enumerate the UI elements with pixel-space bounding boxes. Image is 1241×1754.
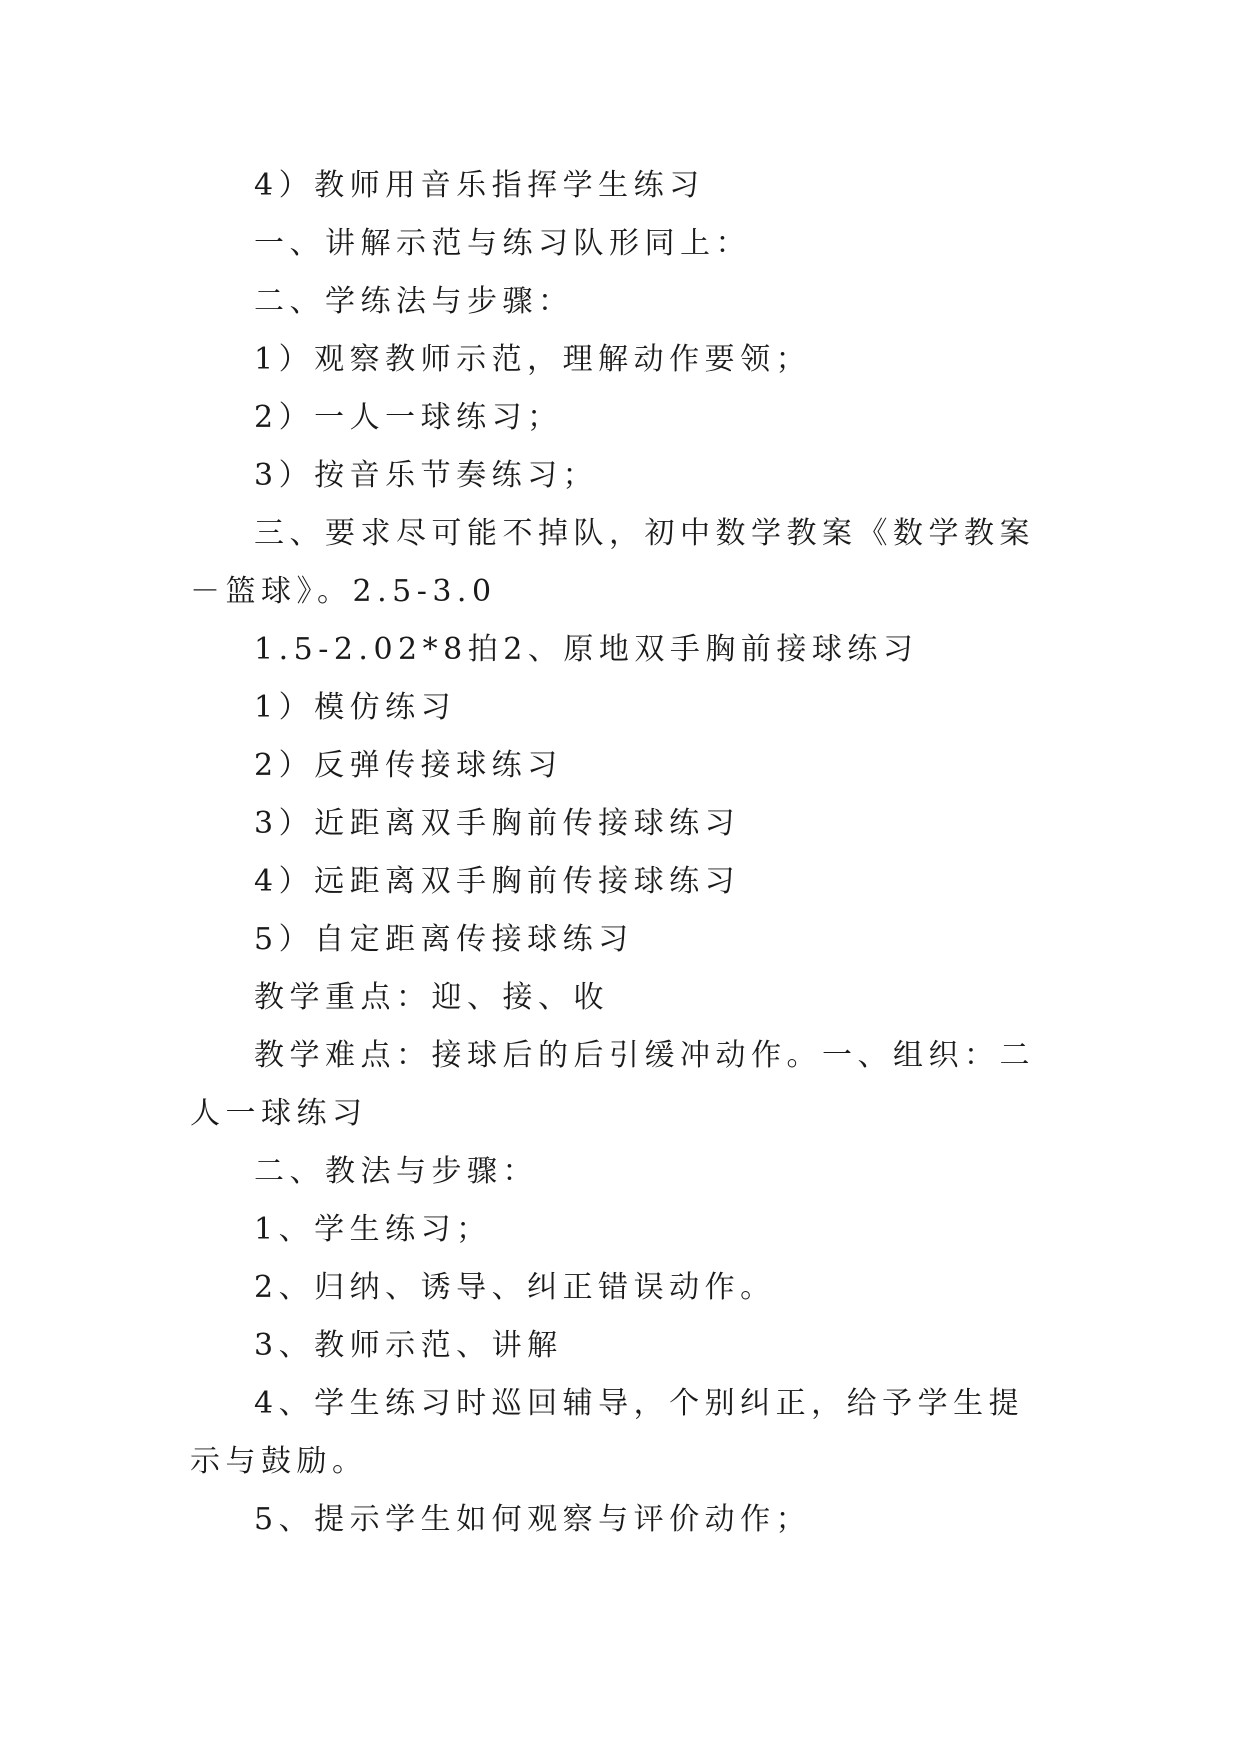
paragraph: 教学重点：迎、接、收 — [254, 980, 609, 1015]
paragraph: 一、讲解示范与练习队形同上： — [254, 226, 751, 261]
paragraph: 2、归纳、诱导、纠正错误动作。 — [254, 1270, 776, 1305]
paragraph: 2）一人一球练习； — [254, 400, 563, 435]
paragraph: 3）近距离双手胸前传接球练习 — [254, 806, 741, 841]
paragraph: 5、提示学生如何观察与评价动作； — [254, 1502, 812, 1537]
paragraph: 4、学生练习时巡回辅导，个别纠正，给予学生提示与鼓励。 — [190, 1386, 1025, 1479]
paragraph: 1）模仿练习 — [254, 690, 457, 725]
paragraph: 4）远距离双手胸前传接球练习 — [254, 864, 741, 899]
paragraph: 1.5-2.02*8拍2、原地双手胸前接球练习 — [254, 632, 919, 667]
paragraph: 1、学生练习； — [254, 1212, 492, 1247]
paragraph: 教学难点：接球后的后引缓冲动作。一、组织：二人一球练习 — [190, 1038, 1035, 1131]
paragraph: 3）按音乐节奏练习； — [254, 458, 599, 493]
paragraph: 3、教师示范、讲解 — [254, 1328, 563, 1363]
paragraph: 4）教师用音乐指挥学生练习 — [254, 168, 705, 203]
paragraph: 5）自定距离传接球练习 — [254, 922, 634, 957]
paragraph: 二、学练法与步骤： — [254, 284, 574, 319]
paragraph: 2）反弹传接球练习 — [254, 748, 563, 783]
paragraph: 1）观察教师示范，理解动作要领； — [254, 342, 812, 377]
paragraph: 三、要求尽可能不掉队，初中数学教案《数学教案－篮球》。2.5-3.0 — [190, 516, 1035, 609]
document-body — [190, 157, 1050, 1549]
paragraph: 二、教法与步骤： — [254, 1154, 538, 1189]
